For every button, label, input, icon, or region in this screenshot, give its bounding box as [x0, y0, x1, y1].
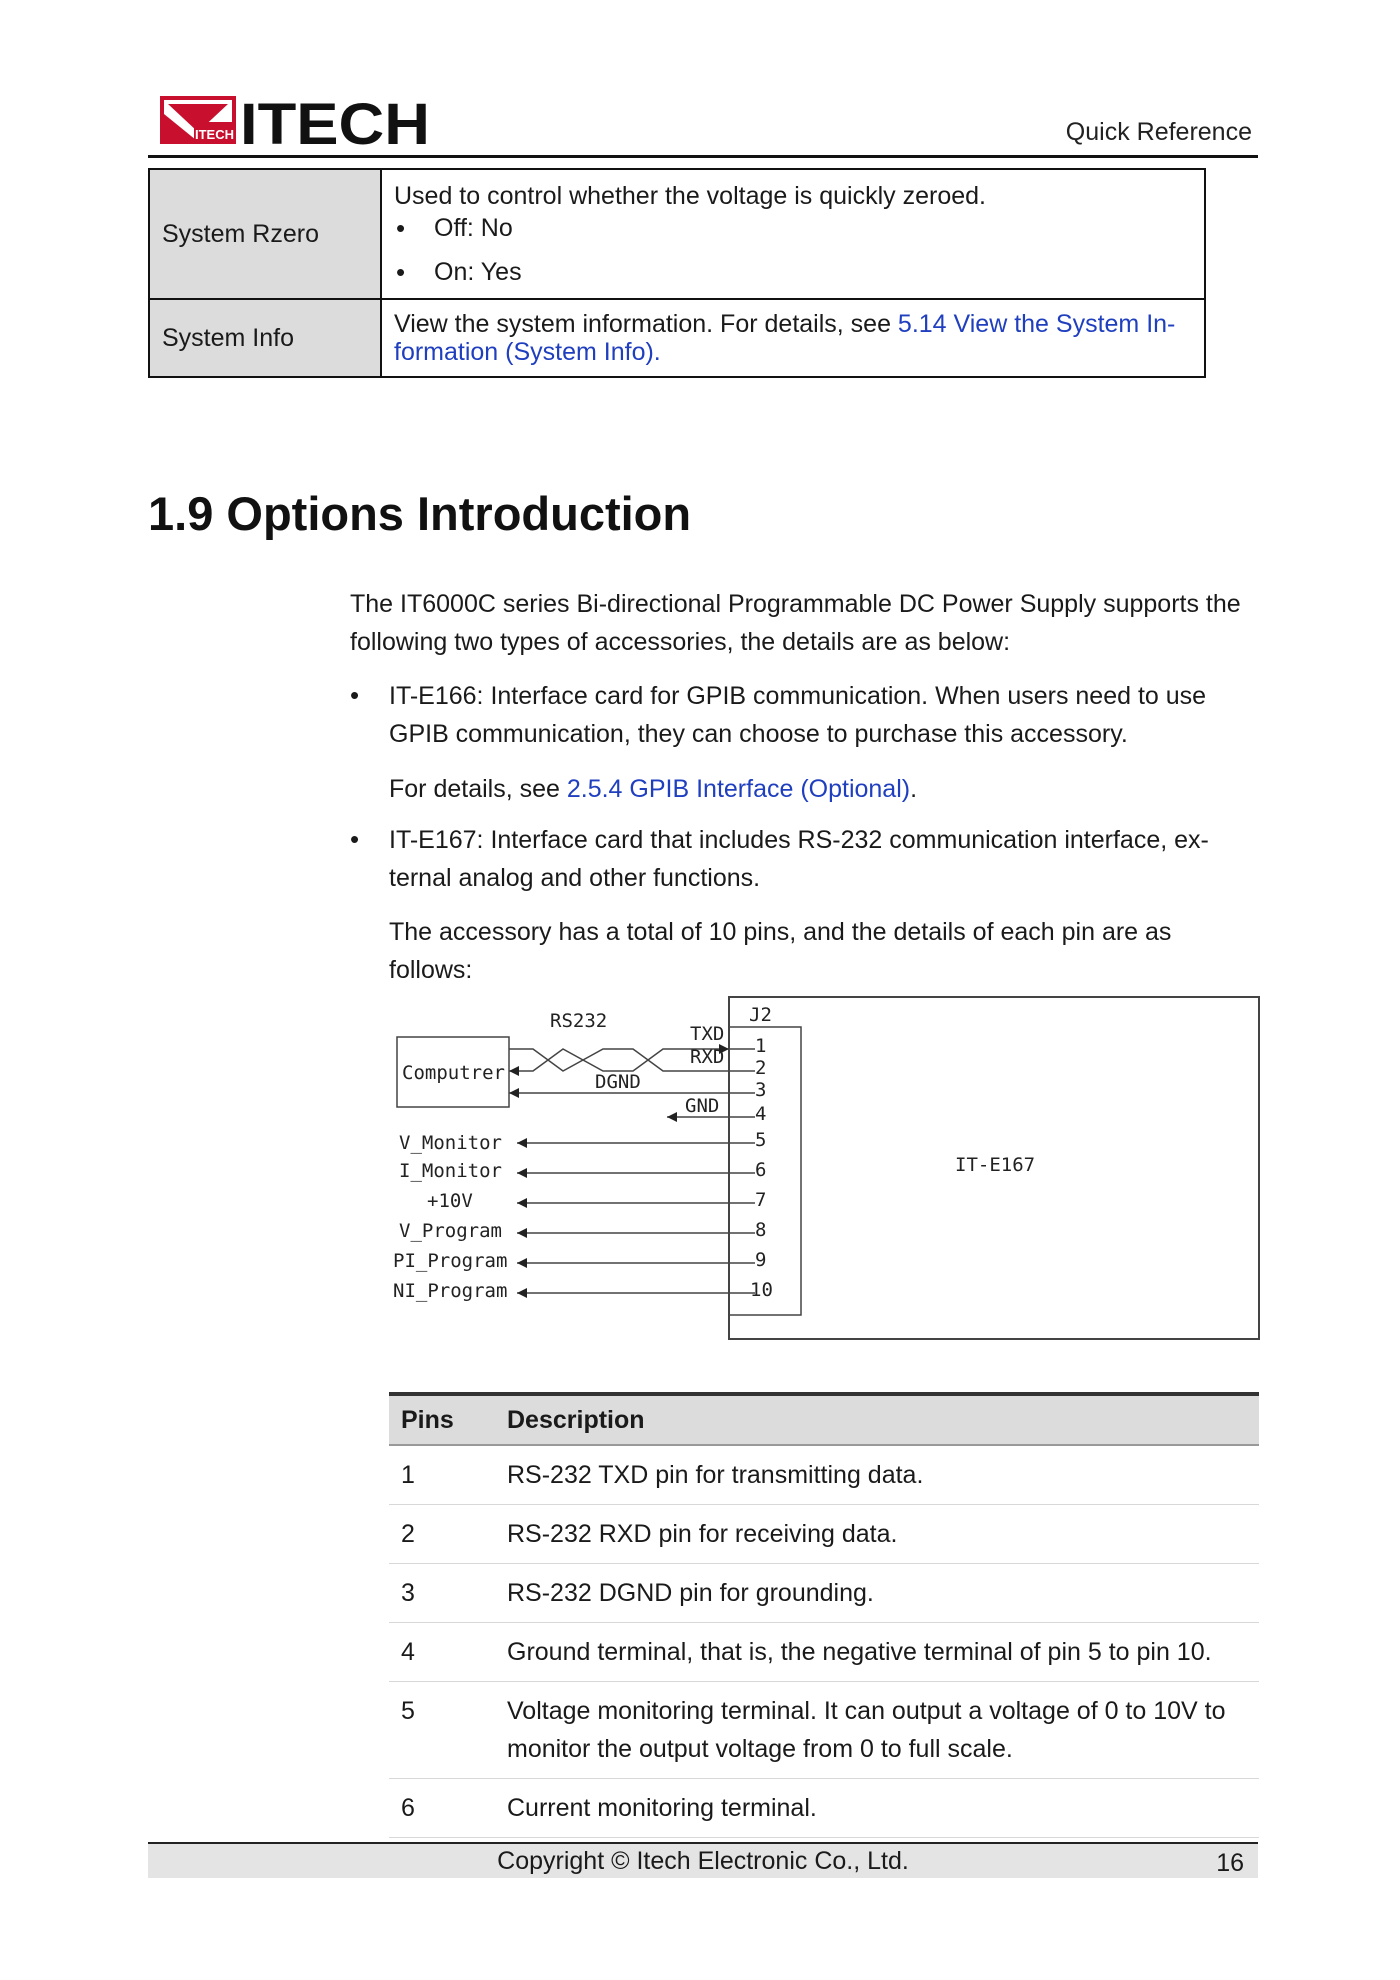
logo-wordmark: ITECH	[240, 92, 430, 150]
section-title: 1.9 Options Introduction	[148, 487, 692, 540]
table-row	[389, 1779, 1259, 1838]
connector-label: J2	[749, 1004, 772, 1026]
pin-number: 6	[755, 1159, 767, 1181]
pin-cell: 6	[389, 1779, 495, 1838]
device-label: IT-E167	[955, 1154, 1036, 1176]
description-cell: RS-232 DGND pin for grounding.	[495, 1564, 1259, 1623]
pin-cell: 1	[389, 1445, 495, 1505]
pin-number: 4	[755, 1103, 767, 1125]
setting-key: System Info	[149, 299, 381, 377]
column-header-pins: Pins	[389, 1394, 495, 1445]
table-row	[149, 169, 1205, 299]
signal-lines	[517, 1138, 755, 1298]
setting-value	[381, 299, 1205, 377]
txd-label: TXD	[690, 1023, 725, 1045]
setting-description: Used to control whether the voltage is quickly zeroed.	[394, 182, 986, 210]
table-row	[389, 1564, 1259, 1623]
table-row	[389, 1445, 1259, 1505]
signal-label: +10V	[427, 1190, 473, 1212]
table-header-row	[389, 1394, 1259, 1445]
accessory-note: The accessory has a total of 10 pins, and the details of each pin are as follows:	[389, 918, 1172, 984]
logo-badge-text: ITECH	[195, 127, 234, 142]
setting-value	[381, 169, 1205, 299]
rs232-label: RS232	[550, 1010, 608, 1032]
pin-number: 5	[755, 1129, 767, 1151]
table-row	[149, 299, 1205, 377]
table-row	[389, 1505, 1259, 1564]
signal-label: V_Monitor	[399, 1132, 502, 1154]
accessory-item-e166: IT-E166: Interface card for GPIB communication. When users need to use GPIB communication, they can choose to purchase this accessory.	[389, 682, 1207, 748]
pin-cell: 2	[389, 1505, 495, 1564]
pin-number: 7	[755, 1189, 767, 1211]
pin-number: 3	[755, 1079, 767, 1101]
settings-table	[148, 168, 1206, 378]
option-bullet: • Off: No	[394, 213, 1192, 243]
pin-cell: 4	[389, 1623, 495, 1682]
accessory-note: For details, see 2.5.4 GPIB Interface (Optional).	[389, 775, 918, 803]
copyright-text: Copyright © Itech Electronic Co., Ltd.	[497, 1847, 909, 1875]
setting-key: System Rzero	[149, 169, 381, 299]
bullet-dot: •	[350, 680, 360, 710]
page-footer	[148, 1844, 1258, 1878]
dgnd-label: DGND	[595, 1071, 641, 1093]
pin-number: 9	[755, 1249, 767, 1271]
pin-number: 10	[750, 1279, 773, 1301]
option-bullet: • On: Yes	[394, 257, 1192, 287]
pinout-diagram	[385, 993, 1265, 1348]
intro-paragraph: The IT6000C series Bi-directional Programmable DC Power Supply supports the following two types of accessories, the details are as below:	[350, 590, 1241, 656]
table-row	[389, 1682, 1259, 1779]
pin-number: 2	[755, 1057, 767, 1079]
pin-number: 1	[755, 1035, 767, 1057]
table-row	[389, 1623, 1259, 1682]
setting-description: View the system information. For details, see	[394, 310, 898, 338]
pin-cell: 3	[389, 1564, 495, 1623]
gpib-interface-link[interactable]: 2.5.4 GPIB Interface (Optional)	[566, 775, 911, 803]
accessory-item-e167: IT-E167: Interface card that includes RS-232 communication interface, ex-ternal analog and other functions.	[389, 826, 1209, 892]
description-cell: RS-232 RXD pin for receiving data.	[495, 1505, 1259, 1564]
running-header: Quick Reference	[1065, 118, 1252, 146]
signal-label: PI_Program	[393, 1250, 508, 1272]
bullet-dot: •	[350, 824, 360, 854]
column-header-description: Description	[495, 1394, 1259, 1445]
description-cell: Voltage monitoring terminal. It can output a voltage of 0 to 10V to monitor the output voltage from 0 to full scale.	[495, 1682, 1259, 1779]
header-rule	[148, 155, 1258, 158]
system-info-link-cont[interactable]: formation (System Info).	[394, 338, 661, 366]
itech-logo	[158, 92, 433, 150]
computer-label: Computrer	[402, 1062, 505, 1084]
description-cell: RS-232 TXD pin for transmitting data.	[495, 1445, 1259, 1505]
description-cell: Current monitoring terminal.	[495, 1779, 1259, 1838]
signal-label: NI_Program	[393, 1280, 508, 1302]
system-info-link[interactable]: 5.14 View the System In-	[897, 310, 1176, 338]
pin-number: 8	[755, 1219, 767, 1241]
gnd-label: GND	[685, 1095, 720, 1117]
signal-label: V_Program	[399, 1220, 502, 1242]
page-number: 16	[1216, 1849, 1244, 1877]
pins-table	[389, 1392, 1259, 1838]
pin-cell: 5	[389, 1682, 495, 1779]
description-cell: Ground terminal, that is, the negative terminal of pin 5 to pin 10.	[495, 1623, 1259, 1682]
signal-label: I_Monitor	[399, 1160, 502, 1182]
rxd-label: RXD	[690, 1046, 725, 1068]
